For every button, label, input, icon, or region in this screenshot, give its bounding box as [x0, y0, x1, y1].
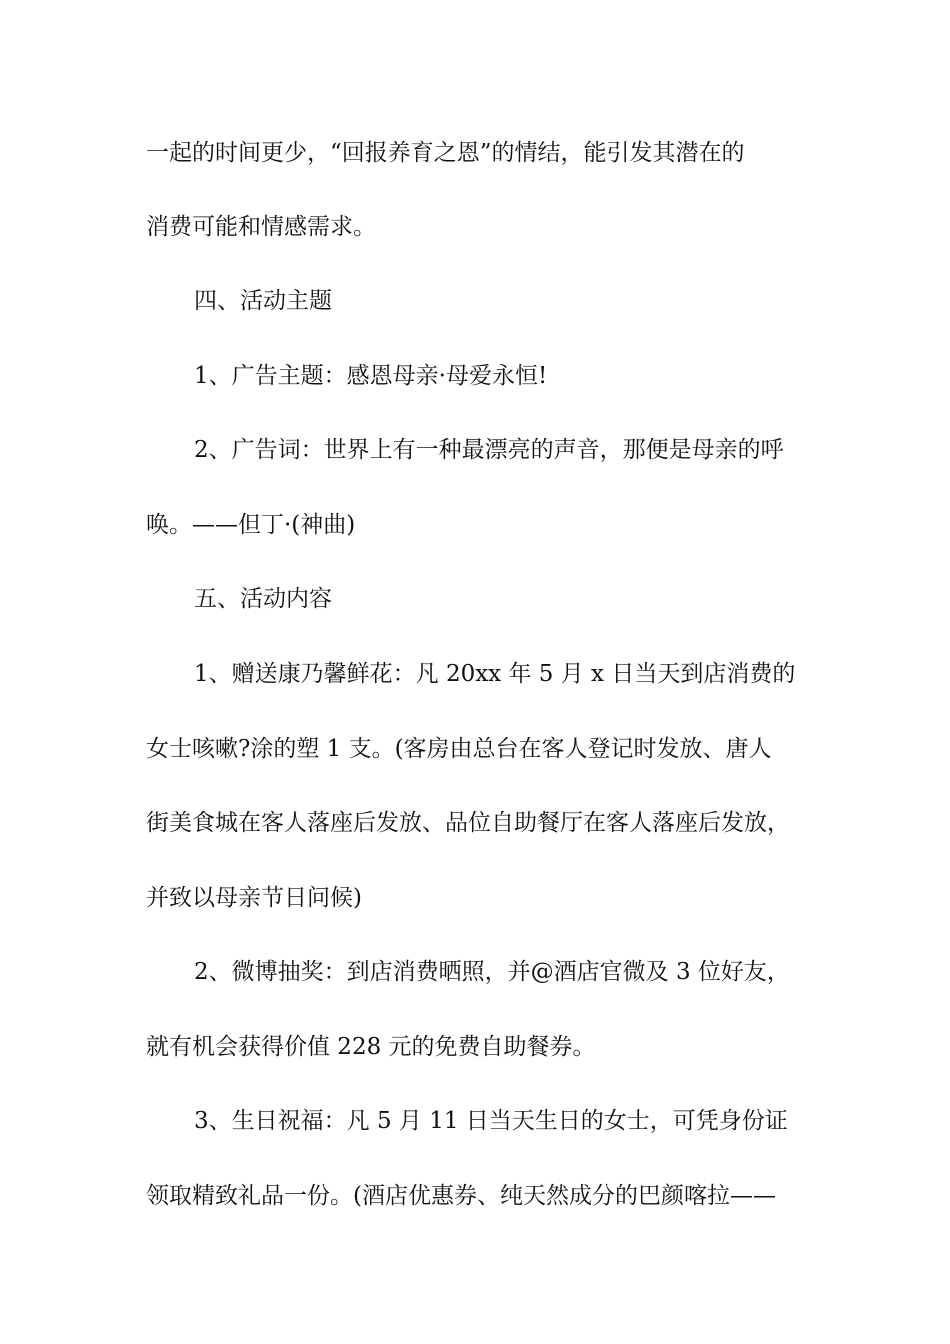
text-line: 就有机会获得价值 228 元的免费自助餐券。 [146, 1034, 596, 1060]
text-line: 1、赠送康乃馨鲜花：凡 20xx 年 5 月 x 日当天到店消费的 [194, 661, 796, 687]
text-line: 1、广告主题：感恩母亲·母爱永恒! [194, 363, 548, 389]
text-line: 消费可能和情感需求。 [146, 214, 376, 240]
text-line: 女士咳嗽?涂的塑 1 支。(客房由总台在客人登记时发放、唐人 [146, 736, 772, 762]
text-line: 街美食城在客人落座后发放、品位自助餐厅在客人落座后发放， [146, 810, 790, 836]
text-line: 唤。——但丁·(神曲) [146, 512, 356, 538]
text-line: 2、微博抽奖：到店消费晒照，并@酒店官微及 3 位好友， [194, 959, 790, 985]
text-line: 并致以母亲节日问候) [146, 885, 362, 911]
text-line: 领取精致礼品一份。(酒店优惠券、纯天然成分的巴颜喀拉—— [146, 1183, 776, 1209]
section-heading: 五、活动内容 [194, 586, 332, 612]
text-line: 2、广告词：世界上有一种最漂亮的声音，那便是母亲的呼 [194, 437, 784, 463]
text-line: 3、生日祝福：凡 5 月 11 日当天生日的女士，可凭身份证 [194, 1108, 788, 1134]
section-heading: 四、活动主题 [194, 288, 332, 314]
text-line: 一起的时间更少，“回报养育之恩”的情结，能引发其潜在的 [146, 140, 745, 166]
